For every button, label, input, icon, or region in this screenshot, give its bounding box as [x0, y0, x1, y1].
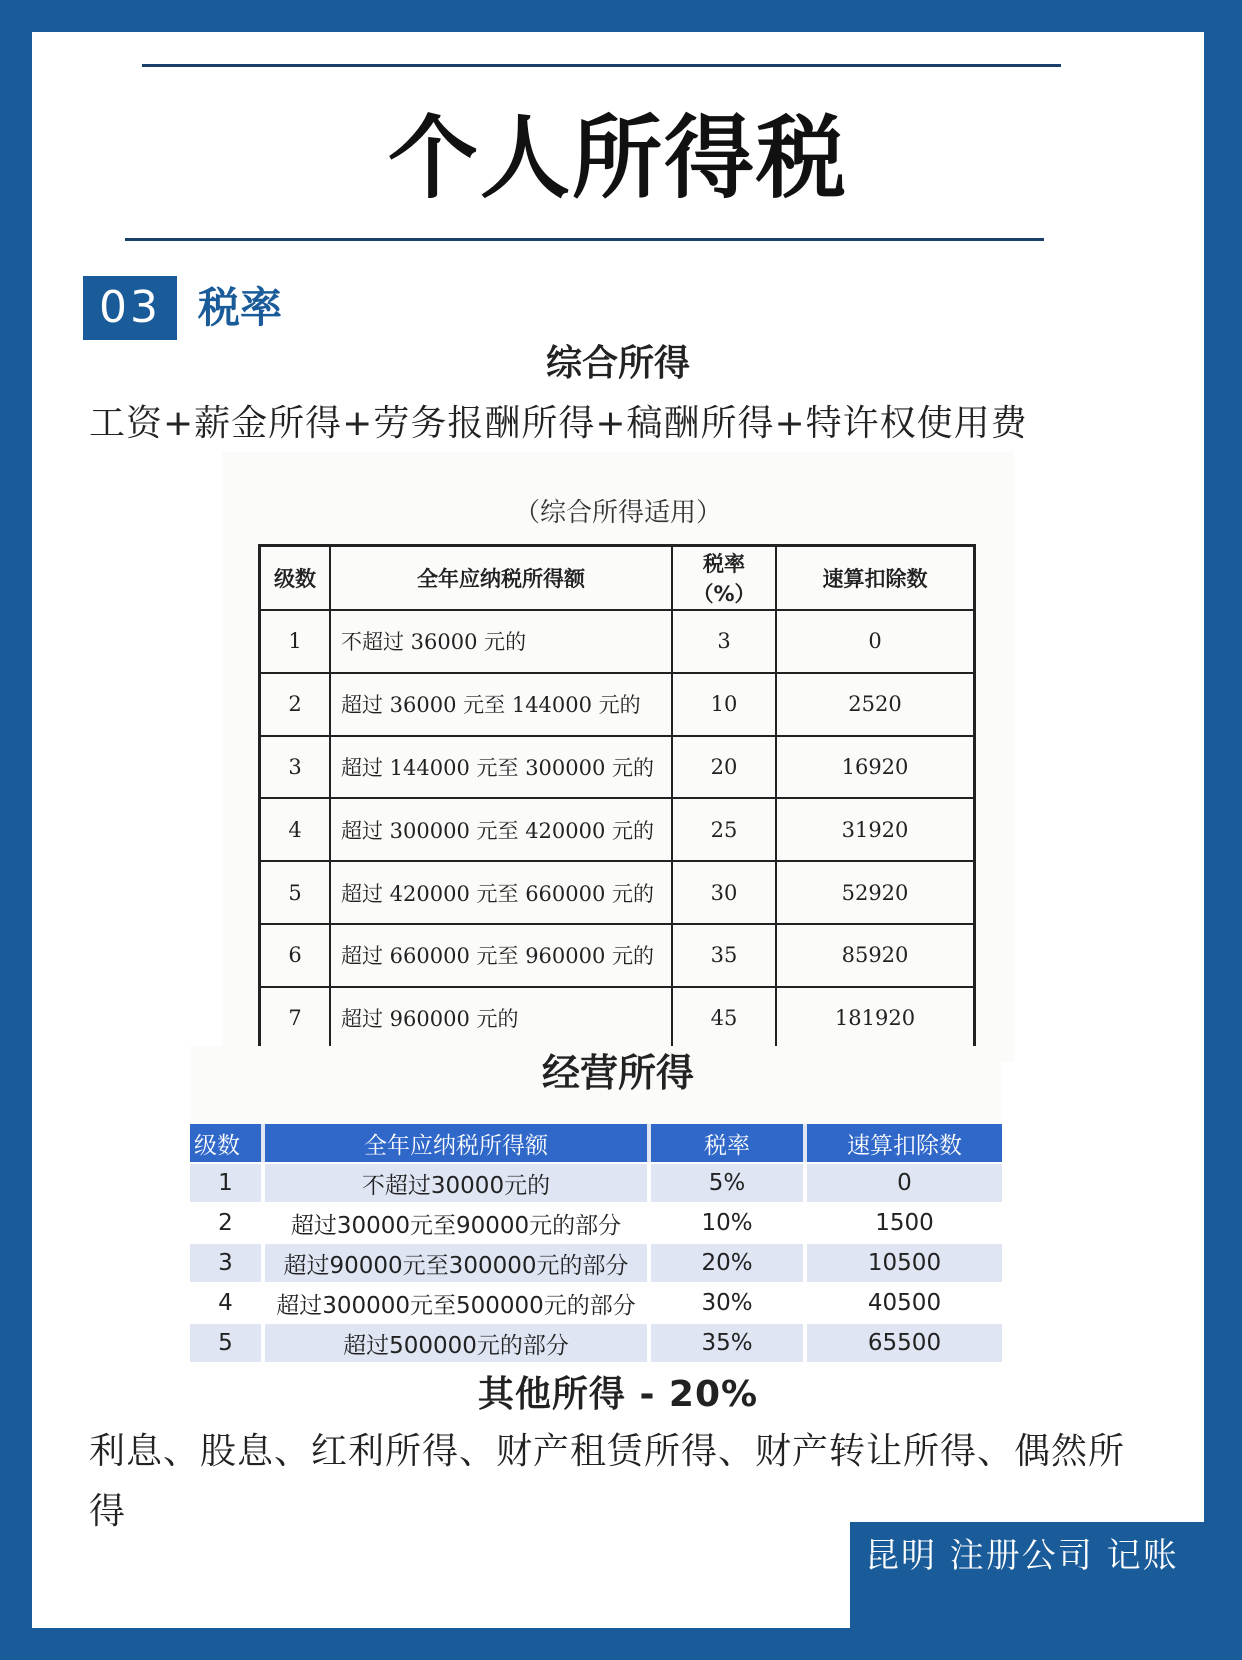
header-level: 级数 — [190, 1124, 265, 1162]
table-row — [190, 1282, 1002, 1322]
level-cell: 4 — [260, 798, 331, 861]
table-row — [260, 861, 975, 924]
section-number: 03 — [83, 276, 177, 340]
section-title: 税率 — [198, 283, 283, 332]
income-cell: 不超过30000元的 — [265, 1162, 651, 1202]
comprehensive-description: 工资+薪金所得+劳务报酬所得+稿酬所得+特许权使用费 — [89, 403, 1028, 444]
bottom-divider — [125, 238, 1044, 241]
level-cell: 6 — [260, 924, 331, 987]
deduction-cell: 31920 — [776, 798, 975, 861]
level-cell: 5 — [260, 861, 331, 924]
other-description: 利息、股息、红利所得、财产租赁所得、财产转让所得、偶然所得 — [89, 1431, 1126, 1532]
table-row — [260, 610, 975, 673]
header-rate: 税率 — [651, 1124, 807, 1162]
level-cell: 2 — [190, 1202, 265, 1242]
income-cell: 超过 420000 元至 660000 元的 — [330, 861, 672, 924]
comprehensive-subtitle: （综合所得适用） — [513, 498, 722, 528]
level-cell: 7 — [260, 987, 331, 1051]
income-cell: 不超过 36000 元的 — [330, 610, 672, 673]
rate-cell: 10% — [651, 1202, 807, 1242]
business-heading: 经营所得 — [541, 1051, 694, 1095]
top-divider — [142, 64, 1061, 67]
level-cell: 5 — [190, 1322, 265, 1362]
header-deduction: 速算扣除数 — [776, 546, 975, 611]
page-title: 个人所得税 — [388, 106, 848, 211]
footer-banner: 昆明 注册公司 记账 — [850, 1522, 1204, 1628]
table-row — [190, 1202, 1002, 1242]
table-row — [260, 924, 975, 987]
table-row — [260, 736, 975, 799]
rate-cell: 20% — [651, 1242, 807, 1282]
comprehensive-tax-table — [258, 544, 976, 1052]
income-cell: 超过90000元至300000元的部分 — [265, 1242, 651, 1282]
level-cell: 3 — [190, 1242, 265, 1282]
level-cell: 1 — [260, 610, 331, 673]
comprehensive-heading: 综合所得 — [545, 343, 690, 384]
deduction-cell: 16920 — [776, 736, 975, 799]
table-row — [190, 1162, 1002, 1202]
table-row — [260, 673, 975, 736]
level-cell: 3 — [260, 736, 331, 799]
income-cell: 超过 36000 元至 144000 元的 — [330, 673, 672, 736]
deduction-cell: 0 — [776, 610, 975, 673]
rate-cell: 25 — [672, 798, 776, 861]
income-cell: 超过30000元至90000元的部分 — [265, 1202, 651, 1242]
header-deduction: 速算扣除数 — [807, 1124, 1002, 1162]
deduction-cell: 85920 — [776, 924, 975, 987]
level-cell: 4 — [190, 1282, 265, 1322]
table-row — [260, 987, 975, 1051]
level-cell: 1 — [190, 1162, 265, 1202]
rate-cell: 30% — [651, 1282, 807, 1322]
rate-cell: 10 — [672, 673, 776, 736]
deduction-cell: 0 — [807, 1162, 1002, 1202]
deduction-cell: 10500 — [807, 1242, 1002, 1282]
income-cell: 超过 660000 元至 960000 元的 — [330, 924, 672, 987]
table-row — [190, 1322, 1002, 1362]
rate-cell: 45 — [672, 987, 776, 1051]
rate-cell: 5% — [651, 1162, 807, 1202]
income-cell: 超过 960000 元的 — [330, 987, 672, 1051]
rate-cell: 35 — [672, 924, 776, 987]
income-cell: 超过300000元至500000元的部分 — [265, 1282, 651, 1322]
income-cell: 超过 300000 元至 420000 元的 — [330, 798, 672, 861]
table-row — [260, 798, 975, 861]
header-income: 全年应纳税所得额 — [330, 546, 672, 611]
deduction-cell: 52920 — [776, 861, 975, 924]
deduction-cell: 2520 — [776, 673, 975, 736]
header-rate: 税率（%） — [672, 546, 776, 611]
other-heading: 其他所得 - 20% — [477, 1374, 759, 1415]
deduction-cell: 181920 — [776, 987, 975, 1051]
income-cell: 超过500000元的部分 — [265, 1322, 651, 1362]
rate-cell: 3 — [672, 610, 776, 673]
business-tax-table — [190, 1124, 1002, 1362]
deduction-cell: 1500 — [807, 1202, 1002, 1242]
header-income: 全年应纳税所得额 — [265, 1124, 651, 1162]
rate-cell: 20 — [672, 736, 776, 799]
table-row — [190, 1242, 1002, 1282]
rate-cell: 30 — [672, 861, 776, 924]
income-cell: 超过 144000 元至 300000 元的 — [330, 736, 672, 799]
deduction-cell: 65500 — [807, 1322, 1002, 1362]
content-card — [32, 32, 1204, 1628]
rate-cell: 35% — [651, 1322, 807, 1362]
level-cell: 2 — [260, 673, 331, 736]
deduction-cell: 40500 — [807, 1282, 1002, 1322]
header-level: 级数 — [260, 546, 331, 611]
